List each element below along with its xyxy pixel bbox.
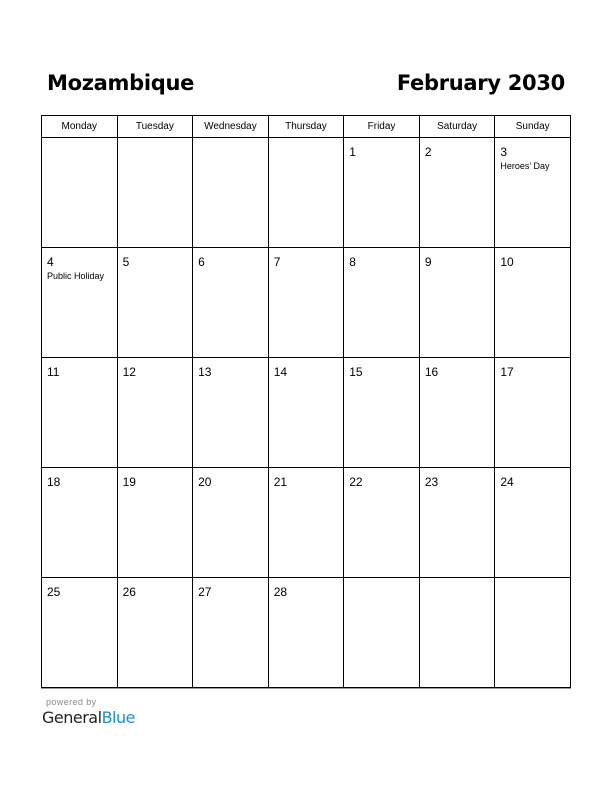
weekday-header: Monday	[42, 116, 118, 138]
logo-text-general: General	[42, 708, 102, 727]
country-title: Mozambique	[47, 71, 195, 95]
calendar-day-cell	[117, 358, 193, 468]
weekday-header: Wednesday	[193, 116, 269, 138]
calendar-day-cell	[495, 138, 571, 248]
calendar-day-cell	[193, 138, 269, 248]
day-number: 23	[424, 475, 439, 489]
day-number: 10	[500, 255, 514, 269]
calendar-week-row	[42, 248, 571, 358]
calendar-day-cell	[42, 358, 118, 468]
day-number: 8	[349, 255, 356, 269]
calendar-day-cell	[495, 578, 571, 688]
weekday-header-row	[42, 116, 571, 138]
calendar-day-cell	[42, 138, 118, 248]
weekday-header: Tuesday	[117, 116, 193, 138]
calendar-day-cell	[419, 358, 495, 468]
calendar-day-cell	[193, 248, 269, 358]
calendar-day-cell	[495, 468, 571, 578]
calendar-day-cell	[495, 358, 571, 468]
day-number: 13	[198, 365, 212, 379]
calendar-day-cell	[193, 468, 269, 578]
generalblue-logo[interactable]	[42, 708, 135, 727]
calendar-day-cell	[419, 578, 495, 688]
day-number: 1	[349, 145, 356, 159]
calendar-day-cell	[495, 248, 571, 358]
day-number: 28	[273, 585, 288, 599]
logo-text-blue: Blue	[101, 708, 135, 727]
calendar-day-cell	[419, 138, 495, 248]
calendar-day-cell	[344, 358, 420, 468]
day-number: 4	[47, 255, 54, 269]
calendar-week-row	[42, 468, 571, 578]
calendar-week-row	[42, 578, 571, 688]
day-number: 3	[500, 145, 508, 159]
calendar-day-cell	[268, 578, 344, 688]
weekday-header: Saturday	[419, 116, 495, 138]
day-number: 2	[424, 145, 432, 159]
calendar-week-row	[42, 138, 571, 248]
calendar-day-cell	[42, 578, 118, 688]
calendar-day-cell	[42, 248, 118, 358]
day-number: 26	[122, 585, 136, 599]
calendar-day-cell	[117, 468, 193, 578]
calendar-day-cell	[344, 138, 420, 248]
calendar-day-cell	[344, 578, 420, 688]
calendar-day-cell	[268, 468, 344, 578]
calendar-day-cell	[117, 578, 193, 688]
day-number: 6	[198, 255, 205, 269]
calendar-day-cell	[268, 138, 344, 248]
calendar-day-cell	[344, 468, 420, 578]
calendar-day-cell	[193, 358, 269, 468]
day-number: 19	[122, 475, 136, 489]
footer-divider	[41, 688, 571, 689]
calendar-grid	[41, 115, 571, 688]
calendar-day-cell	[117, 248, 193, 358]
day-number: 18	[47, 475, 61, 489]
holiday-label: Heroes’ Day	[500, 161, 550, 171]
day-number: 9	[424, 255, 432, 269]
day-number: 14	[273, 365, 288, 379]
calendar-day-cell	[268, 248, 344, 358]
calendar-day-cell	[193, 578, 269, 688]
calendar-day-cell	[419, 468, 495, 578]
day-number: 20	[198, 475, 212, 489]
day-number: 24	[500, 475, 514, 489]
day-number: 22	[349, 475, 363, 489]
day-number: 15	[349, 365, 363, 379]
weekday-header: Friday	[344, 116, 420, 138]
powered-by-text: powered by	[46, 697, 97, 707]
day-number: 12	[122, 365, 136, 379]
day-number: 11	[47, 365, 60, 379]
holiday-label: Public Holiday	[47, 271, 105, 281]
weekday-header: Thursday	[268, 116, 344, 138]
day-number: 17	[500, 365, 514, 379]
calendar-day-cell	[344, 248, 420, 358]
day-number: 21	[273, 475, 288, 489]
month-year-title: February 2030	[396, 71, 565, 95]
day-number: 5	[122, 255, 130, 269]
calendar-day-cell	[268, 358, 344, 468]
day-number: 25	[47, 585, 61, 599]
day-number: 27	[198, 585, 212, 599]
calendar-day-cell	[42, 468, 118, 578]
calendar-week-row	[42, 358, 571, 468]
day-number: 16	[424, 365, 439, 379]
calendar-day-cell	[419, 248, 495, 358]
weekday-header: Sunday	[495, 116, 571, 138]
calendar-day-cell	[117, 138, 193, 248]
day-number: 7	[273, 255, 281, 269]
